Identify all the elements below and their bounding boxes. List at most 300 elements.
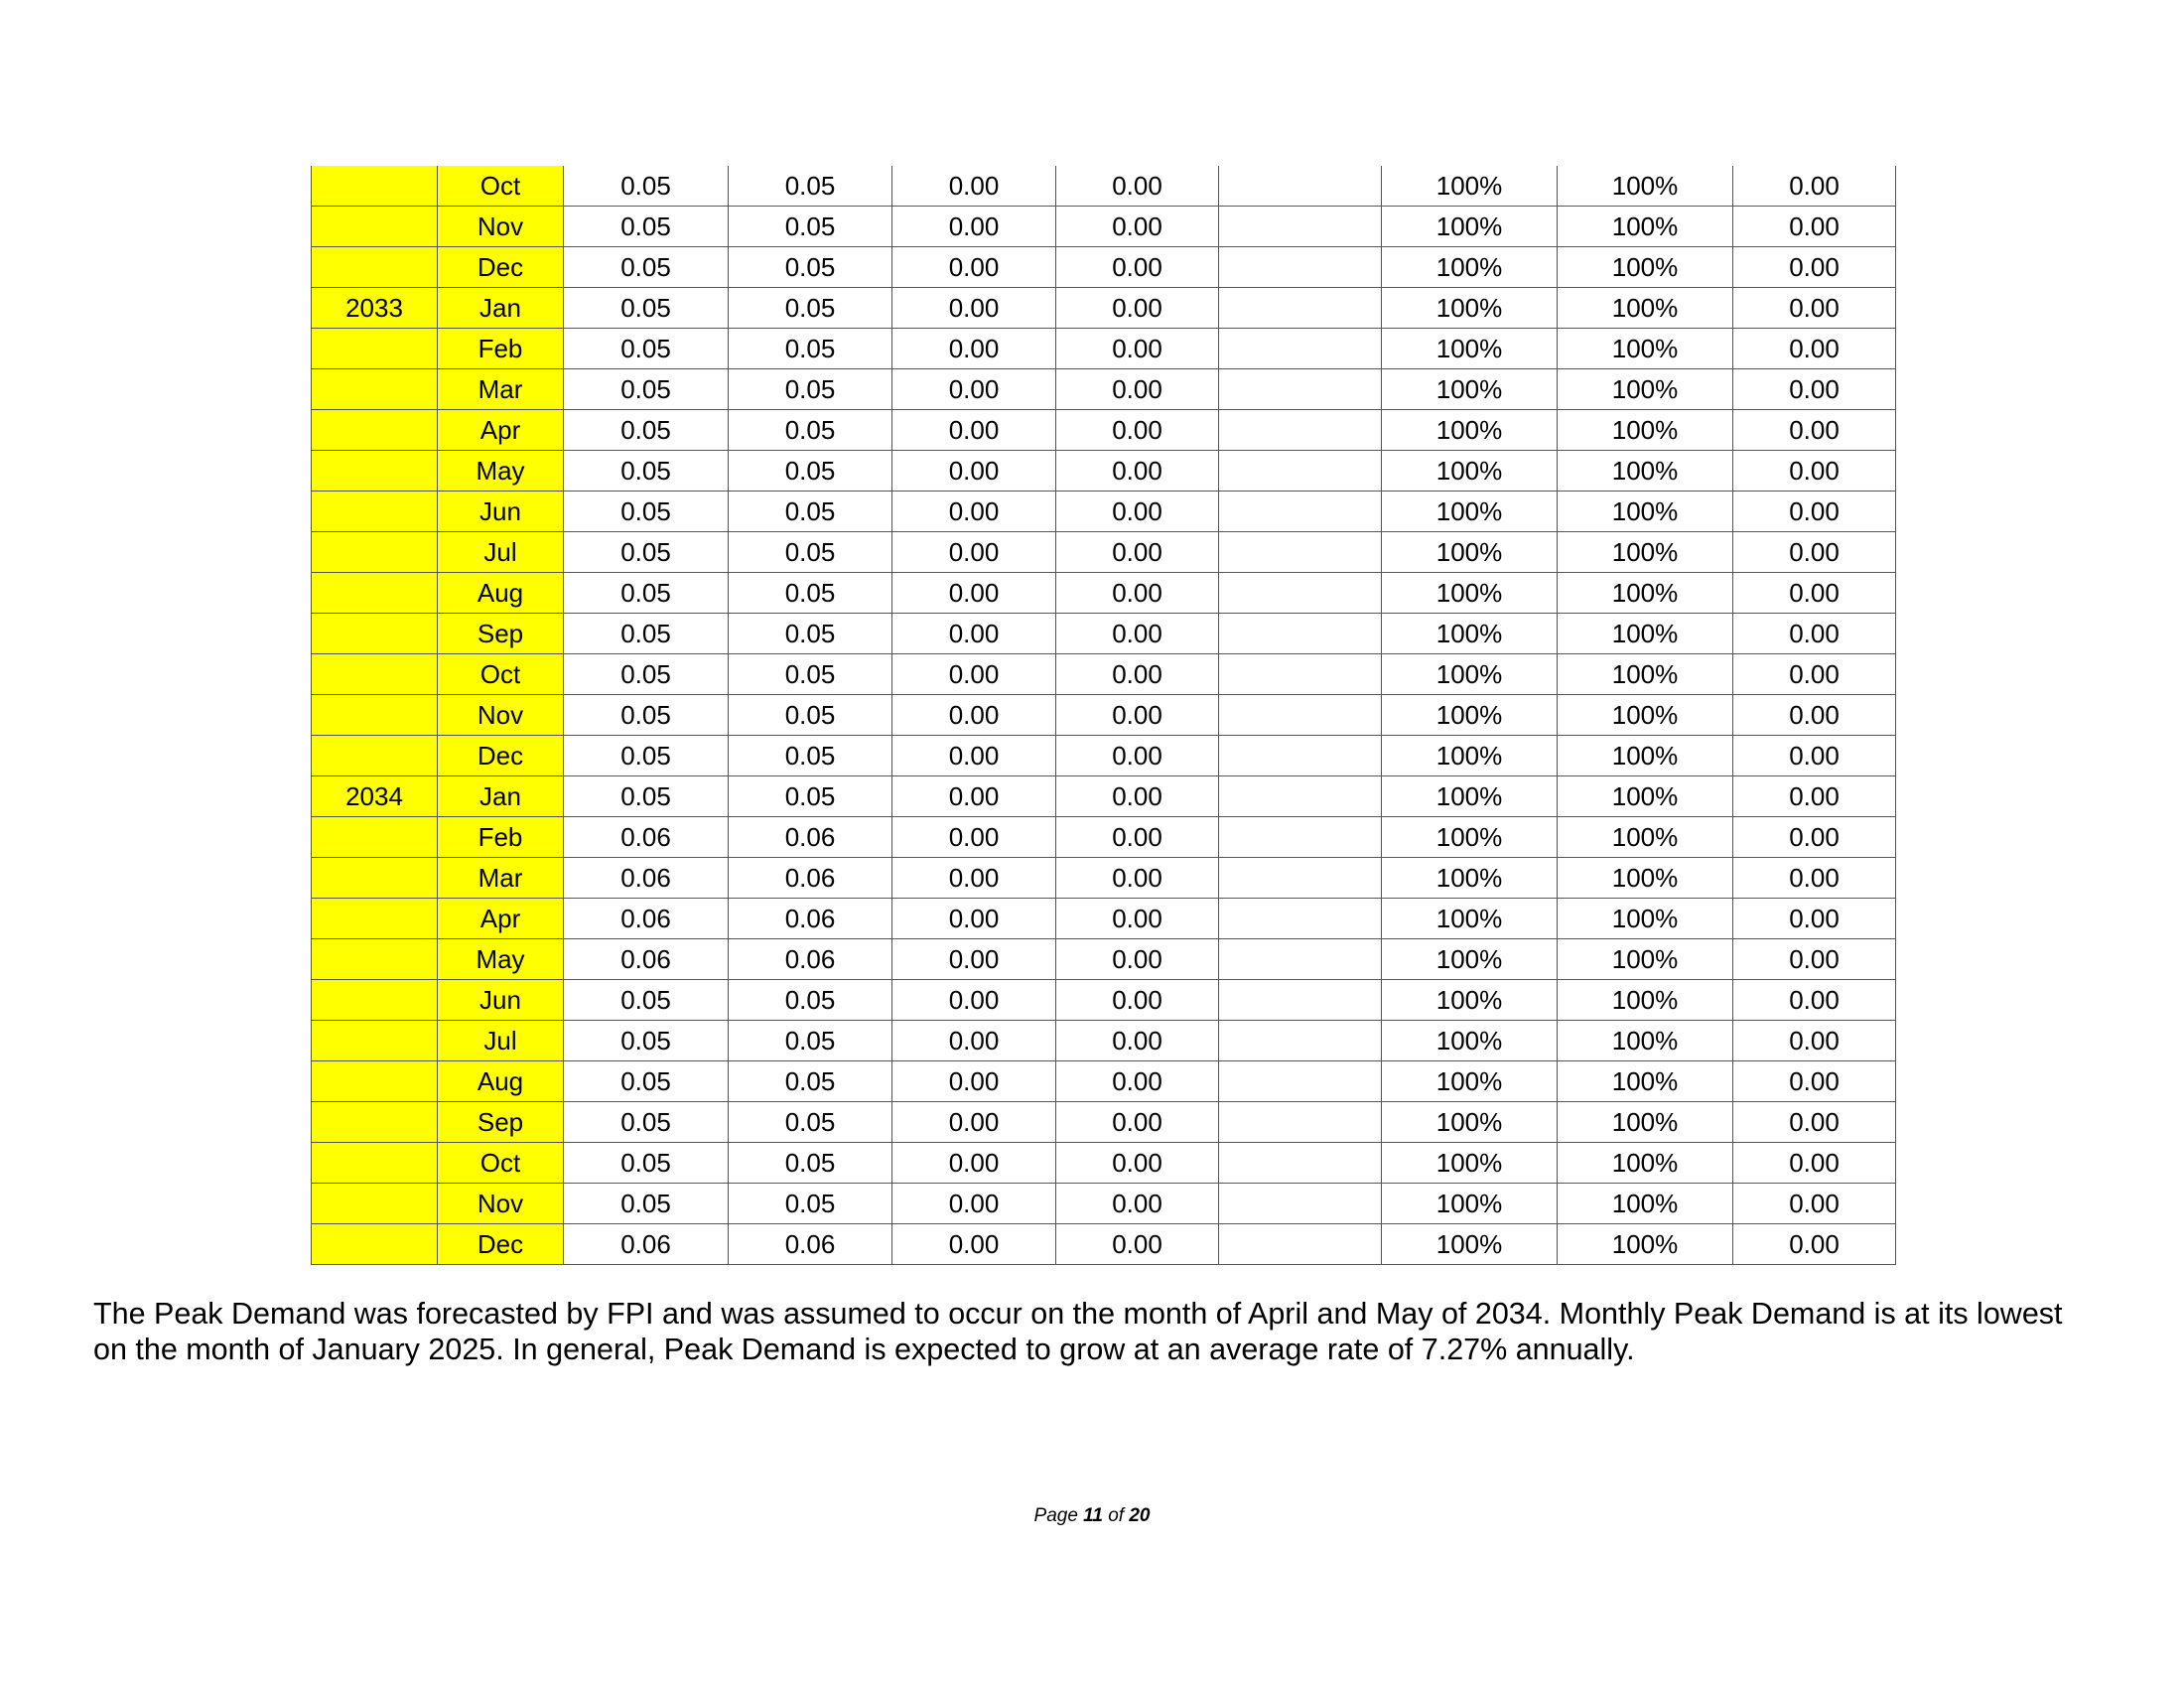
value-cell: 0.00: [892, 858, 1056, 899]
value-cell: 100%: [1382, 1021, 1558, 1061]
table-row: [312, 1143, 1896, 1184]
table-row: [312, 247, 1896, 288]
table-row: [312, 817, 1896, 858]
year-cell: [312, 614, 438, 654]
month-cell: Oct: [438, 166, 564, 207]
value-cell: 100%: [1382, 492, 1558, 532]
table-row: [312, 858, 1896, 899]
value-cell: 0.05: [729, 614, 892, 654]
table-row: [312, 1021, 1896, 1061]
value-cell: 0.00: [1056, 695, 1219, 736]
table-row: [312, 776, 1896, 817]
value-cell: [1219, 817, 1382, 858]
value-cell: 100%: [1558, 492, 1733, 532]
value-cell: 0.00: [1733, 1224, 1896, 1265]
year-cell: [312, 1224, 438, 1265]
value-cell: 100%: [1382, 817, 1558, 858]
value-cell: 0.00: [1056, 858, 1219, 899]
value-cell: [1219, 939, 1382, 980]
table-row: [312, 288, 1896, 329]
value-cell: 0.00: [1056, 329, 1219, 369]
value-cell: [1219, 166, 1382, 207]
value-cell: 0.00: [1733, 288, 1896, 329]
value-cell: 0.05: [564, 207, 729, 247]
value-cell: 0.05: [729, 410, 892, 451]
value-cell: 0.00: [1056, 451, 1219, 492]
value-cell: 0.00: [892, 532, 1056, 573]
value-cell: 100%: [1558, 614, 1733, 654]
value-cell: 0.05: [564, 695, 729, 736]
value-cell: 0.05: [729, 1184, 892, 1224]
value-cell: 0.00: [1733, 899, 1896, 939]
month-cell: Nov: [438, 207, 564, 247]
value-cell: 0.00: [892, 247, 1056, 288]
month-cell: Apr: [438, 899, 564, 939]
page-separator: of: [1108, 1505, 1125, 1526]
value-cell: 0.05: [729, 329, 892, 369]
year-cell: 2033: [312, 288, 438, 329]
value-cell: 0.00: [892, 695, 1056, 736]
value-cell: 0.06: [564, 899, 729, 939]
value-cell: 0.00: [892, 980, 1056, 1021]
value-cell: 0.00: [1056, 1061, 1219, 1102]
value-cell: 0.00: [1056, 939, 1219, 980]
value-cell: 0.00: [1056, 899, 1219, 939]
table-row: [312, 1224, 1896, 1265]
page-prefix: Page: [1033, 1505, 1078, 1526]
value-cell: 100%: [1382, 1224, 1558, 1265]
value-cell: 0.05: [564, 1061, 729, 1102]
value-cell: 0.05: [729, 695, 892, 736]
value-cell: 0.05: [729, 492, 892, 532]
year-cell: [312, 207, 438, 247]
value-cell: 0.00: [1733, 369, 1896, 410]
value-cell: 0.00: [892, 573, 1056, 614]
value-cell: [1219, 980, 1382, 1021]
value-cell: 0.00: [892, 166, 1056, 207]
value-cell: 0.05: [564, 532, 729, 573]
value-cell: 0.00: [892, 1143, 1056, 1184]
value-cell: 0.00: [892, 288, 1056, 329]
value-cell: 0.00: [1733, 1143, 1896, 1184]
value-cell: 0.00: [892, 1224, 1056, 1265]
value-cell: 0.00: [1056, 817, 1219, 858]
value-cell: [1219, 1061, 1382, 1102]
value-cell: 0.00: [1056, 980, 1219, 1021]
value-cell: [1219, 1021, 1382, 1061]
value-cell: 100%: [1558, 776, 1733, 817]
value-cell: 0.05: [564, 1102, 729, 1143]
month-cell: May: [438, 939, 564, 980]
value-cell: 0.05: [564, 776, 729, 817]
year-cell: [312, 939, 438, 980]
value-cell: 100%: [1558, 288, 1733, 329]
year-cell: [312, 980, 438, 1021]
value-cell: 0.05: [564, 1021, 729, 1061]
value-cell: 0.06: [729, 1224, 892, 1265]
value-cell: 0.05: [729, 532, 892, 573]
table-row: [312, 1061, 1896, 1102]
value-cell: [1219, 492, 1382, 532]
value-cell: 100%: [1558, 166, 1733, 207]
value-cell: 0.00: [1056, 166, 1219, 207]
value-cell: 0.00: [892, 1021, 1056, 1061]
table-row: [312, 614, 1896, 654]
year-cell: [312, 899, 438, 939]
value-cell: 0.00: [1733, 207, 1896, 247]
value-cell: 0.06: [729, 939, 892, 980]
value-cell: 0.05: [729, 166, 892, 207]
value-cell: 100%: [1382, 369, 1558, 410]
month-cell: Oct: [438, 1143, 564, 1184]
value-cell: 100%: [1382, 532, 1558, 573]
month-cell: Sep: [438, 1102, 564, 1143]
value-cell: 0.05: [564, 369, 729, 410]
value-cell: [1219, 329, 1382, 369]
value-cell: [1219, 369, 1382, 410]
value-cell: 0.00: [1056, 1224, 1219, 1265]
value-cell: 100%: [1558, 532, 1733, 573]
month-cell: May: [438, 451, 564, 492]
value-cell: 100%: [1382, 1184, 1558, 1224]
value-cell: 0.00: [1733, 858, 1896, 899]
value-cell: [1219, 654, 1382, 695]
month-cell: Sep: [438, 614, 564, 654]
month-cell: Apr: [438, 410, 564, 451]
value-cell: 0.00: [1733, 329, 1896, 369]
table-row: [312, 207, 1896, 247]
value-cell: [1219, 288, 1382, 329]
table-row: [312, 573, 1896, 614]
value-cell: 0.05: [729, 1021, 892, 1061]
value-cell: 100%: [1382, 410, 1558, 451]
value-cell: 0.00: [1056, 1102, 1219, 1143]
month-cell: Jun: [438, 980, 564, 1021]
value-cell: 0.00: [892, 410, 1056, 451]
value-cell: 100%: [1558, 207, 1733, 247]
value-cell: 0.00: [892, 1102, 1056, 1143]
value-cell: 0.00: [1056, 207, 1219, 247]
value-cell: 100%: [1382, 776, 1558, 817]
value-cell: 0.00: [1056, 1143, 1219, 1184]
value-cell: 100%: [1558, 1061, 1733, 1102]
value-cell: 100%: [1558, 1224, 1733, 1265]
value-cell: 100%: [1558, 695, 1733, 736]
month-cell: Jul: [438, 532, 564, 573]
value-cell: 100%: [1558, 899, 1733, 939]
year-cell: [312, 247, 438, 288]
value-cell: 100%: [1382, 207, 1558, 247]
value-cell: 0.00: [1733, 980, 1896, 1021]
value-cell: 0.05: [564, 573, 729, 614]
value-cell: 0.05: [564, 451, 729, 492]
value-cell: 0.00: [892, 207, 1056, 247]
value-cell: 0.00: [892, 939, 1056, 980]
value-cell: 100%: [1382, 1061, 1558, 1102]
value-cell: 0.00: [1733, 492, 1896, 532]
year-cell: [312, 369, 438, 410]
value-cell: 0.00: [1733, 1021, 1896, 1061]
value-cell: 0.00: [1056, 532, 1219, 573]
value-cell: [1219, 858, 1382, 899]
year-cell: [312, 1184, 438, 1224]
value-cell: 0.05: [729, 1061, 892, 1102]
value-cell: [1219, 573, 1382, 614]
value-cell: 0.00: [892, 614, 1056, 654]
value-cell: 0.05: [729, 654, 892, 695]
value-cell: 0.05: [729, 776, 892, 817]
value-cell: 100%: [1382, 899, 1558, 939]
value-cell: 0.06: [564, 939, 729, 980]
table-row: [312, 980, 1896, 1021]
value-cell: 0.05: [564, 654, 729, 695]
value-cell: [1219, 614, 1382, 654]
value-cell: 0.06: [564, 817, 729, 858]
value-cell: 100%: [1558, 858, 1733, 899]
value-cell: 0.00: [1733, 695, 1896, 736]
table-row: [312, 1102, 1896, 1143]
year-cell: [312, 1102, 438, 1143]
value-cell: [1219, 451, 1382, 492]
value-cell: 0.00: [1056, 736, 1219, 776]
value-cell: [1219, 410, 1382, 451]
value-cell: 0.00: [1056, 369, 1219, 410]
year-cell: [312, 1143, 438, 1184]
value-cell: 100%: [1382, 736, 1558, 776]
year-cell: 2034: [312, 776, 438, 817]
value-cell: 100%: [1382, 980, 1558, 1021]
value-cell: 0.00: [1733, 776, 1896, 817]
value-cell: 0.05: [564, 166, 729, 207]
value-cell: 0.00: [1733, 410, 1896, 451]
table-row: [312, 369, 1896, 410]
month-cell: Aug: [438, 1061, 564, 1102]
value-cell: 100%: [1558, 1184, 1733, 1224]
value-cell: 100%: [1558, 817, 1733, 858]
value-cell: 0.00: [1733, 532, 1896, 573]
table-row: [312, 939, 1896, 980]
year-cell: [312, 1061, 438, 1102]
value-cell: 0.00: [1056, 247, 1219, 288]
value-cell: 0.00: [892, 1184, 1056, 1224]
month-cell: Jan: [438, 776, 564, 817]
value-cell: [1219, 1184, 1382, 1224]
table-row: [312, 451, 1896, 492]
value-cell: 0.00: [1733, 817, 1896, 858]
value-cell: 0.05: [564, 736, 729, 776]
value-cell: [1219, 532, 1382, 573]
value-cell: 100%: [1558, 1102, 1733, 1143]
value-cell: 100%: [1558, 247, 1733, 288]
value-cell: 0.00: [1733, 1184, 1896, 1224]
table-row: [312, 166, 1896, 207]
value-cell: 0.00: [1733, 939, 1896, 980]
table-row: [312, 736, 1896, 776]
value-cell: 0.06: [729, 899, 892, 939]
value-cell: 0.00: [1056, 410, 1219, 451]
value-cell: 100%: [1382, 247, 1558, 288]
value-cell: 100%: [1558, 980, 1733, 1021]
value-cell: 100%: [1558, 939, 1733, 980]
value-cell: 0.06: [564, 858, 729, 899]
table-row: [312, 654, 1896, 695]
value-cell: 0.00: [892, 1061, 1056, 1102]
value-cell: 0.05: [729, 207, 892, 247]
year-cell: [312, 451, 438, 492]
value-cell: 0.00: [892, 329, 1056, 369]
value-cell: 0.05: [564, 410, 729, 451]
month-cell: Oct: [438, 654, 564, 695]
value-cell: 0.06: [564, 1224, 729, 1265]
value-cell: 0.05: [729, 369, 892, 410]
value-cell: 0.00: [1733, 1102, 1896, 1143]
value-cell: 0.00: [1733, 451, 1896, 492]
year-cell: [312, 654, 438, 695]
value-cell: 0.05: [564, 288, 729, 329]
value-cell: 0.05: [729, 288, 892, 329]
value-cell: 0.05: [564, 1143, 729, 1184]
value-cell: 0.05: [729, 1143, 892, 1184]
value-cell: 0.00: [892, 736, 1056, 776]
value-cell: 0.05: [729, 247, 892, 288]
value-cell: 0.05: [564, 980, 729, 1021]
value-cell: 100%: [1382, 451, 1558, 492]
value-cell: [1219, 1143, 1382, 1184]
value-cell: 100%: [1558, 654, 1733, 695]
value-cell: 100%: [1382, 166, 1558, 207]
value-cell: 0.00: [1733, 1061, 1896, 1102]
value-cell: 0.05: [564, 1184, 729, 1224]
value-cell: 0.00: [892, 492, 1056, 532]
table-row: [312, 1184, 1896, 1224]
value-cell: [1219, 695, 1382, 736]
value-cell: [1219, 207, 1382, 247]
year-cell: [312, 410, 438, 451]
value-cell: 0.00: [1056, 614, 1219, 654]
value-cell: 100%: [1382, 1143, 1558, 1184]
month-cell: Aug: [438, 573, 564, 614]
month-cell: Nov: [438, 1184, 564, 1224]
year-cell: [312, 166, 438, 207]
value-cell: 0.00: [892, 899, 1056, 939]
value-cell: [1219, 1102, 1382, 1143]
value-cell: 0.05: [729, 736, 892, 776]
value-cell: [1219, 899, 1382, 939]
value-cell: 0.00: [1733, 736, 1896, 776]
value-cell: [1219, 1224, 1382, 1265]
page-total: 20: [1129, 1505, 1151, 1526]
value-cell: 0.05: [564, 247, 729, 288]
year-cell: [312, 695, 438, 736]
month-cell: Nov: [438, 695, 564, 736]
month-cell: Mar: [438, 858, 564, 899]
page-current: 11: [1083, 1505, 1103, 1526]
value-cell: 0.05: [729, 1102, 892, 1143]
year-cell: [312, 1021, 438, 1061]
year-cell: [312, 736, 438, 776]
value-cell: 100%: [1558, 573, 1733, 614]
value-cell: 0.00: [1056, 654, 1219, 695]
month-cell: Jun: [438, 492, 564, 532]
value-cell: 100%: [1382, 329, 1558, 369]
year-cell: [312, 329, 438, 369]
value-cell: 0.00: [1056, 492, 1219, 532]
value-cell: 100%: [1382, 858, 1558, 899]
month-cell: Jan: [438, 288, 564, 329]
value-cell: 0.00: [892, 654, 1056, 695]
value-cell: 0.00: [1056, 573, 1219, 614]
value-cell: 0.00: [892, 776, 1056, 817]
value-cell: 100%: [1558, 410, 1733, 451]
value-cell: 0.00: [892, 451, 1056, 492]
value-cell: 0.00: [1056, 288, 1219, 329]
value-cell: 0.00: [892, 369, 1056, 410]
value-cell: 0.05: [564, 614, 729, 654]
month-cell: Feb: [438, 817, 564, 858]
value-cell: 0.00: [892, 817, 1056, 858]
table-body: [312, 166, 1896, 1265]
year-cell: [312, 532, 438, 573]
value-cell: 0.06: [729, 858, 892, 899]
value-cell: 0.00: [1056, 1021, 1219, 1061]
value-cell: 0.00: [1733, 614, 1896, 654]
month-cell: Dec: [438, 736, 564, 776]
value-cell: 0.05: [729, 573, 892, 614]
value-cell: [1219, 776, 1382, 817]
month-cell: Dec: [438, 1224, 564, 1265]
value-cell: 0.05: [564, 329, 729, 369]
page-footer: [0, 1505, 2184, 1527]
value-cell: 0.00: [1733, 654, 1896, 695]
value-cell: 100%: [1382, 654, 1558, 695]
value-cell: 0.00: [1733, 573, 1896, 614]
value-cell: 100%: [1382, 1102, 1558, 1143]
value-cell: 0.06: [729, 817, 892, 858]
value-cell: 0.00: [1733, 166, 1896, 207]
table-row: [312, 492, 1896, 532]
value-cell: 0.05: [729, 451, 892, 492]
value-cell: 0.00: [1056, 776, 1219, 817]
forecast-table: [311, 166, 1896, 1265]
value-cell: [1219, 736, 1382, 776]
month-cell: Dec: [438, 247, 564, 288]
table-row: [312, 695, 1896, 736]
year-cell: [312, 492, 438, 532]
value-cell: 100%: [1558, 451, 1733, 492]
summary-paragraph: The Peak Demand was forecasted by FPI and was assumed to occur on the month of April and May of 2034. Monthly Peak Demand is at its lowest on the month of January 2025. In general, Peak Demand is expected to grow at an average rate of 7.27% annually.: [93, 1297, 2063, 1366]
month-cell: Mar: [438, 369, 564, 410]
value-cell: 100%: [1382, 573, 1558, 614]
value-cell: 100%: [1558, 329, 1733, 369]
year-cell: [312, 817, 438, 858]
value-cell: 0.05: [729, 980, 892, 1021]
table-row: [312, 329, 1896, 369]
value-cell: 100%: [1382, 939, 1558, 980]
value-cell: 0.00: [1733, 247, 1896, 288]
value-cell: [1219, 247, 1382, 288]
table-row: [312, 532, 1896, 573]
year-cell: [312, 858, 438, 899]
table-row: [312, 410, 1896, 451]
year-cell: [312, 573, 438, 614]
value-cell: 100%: [1382, 695, 1558, 736]
value-cell: 100%: [1558, 736, 1733, 776]
value-cell: 100%: [1558, 1021, 1733, 1061]
table-row: [312, 899, 1896, 939]
value-cell: 100%: [1382, 288, 1558, 329]
month-cell: Feb: [438, 329, 564, 369]
value-cell: 100%: [1382, 614, 1558, 654]
